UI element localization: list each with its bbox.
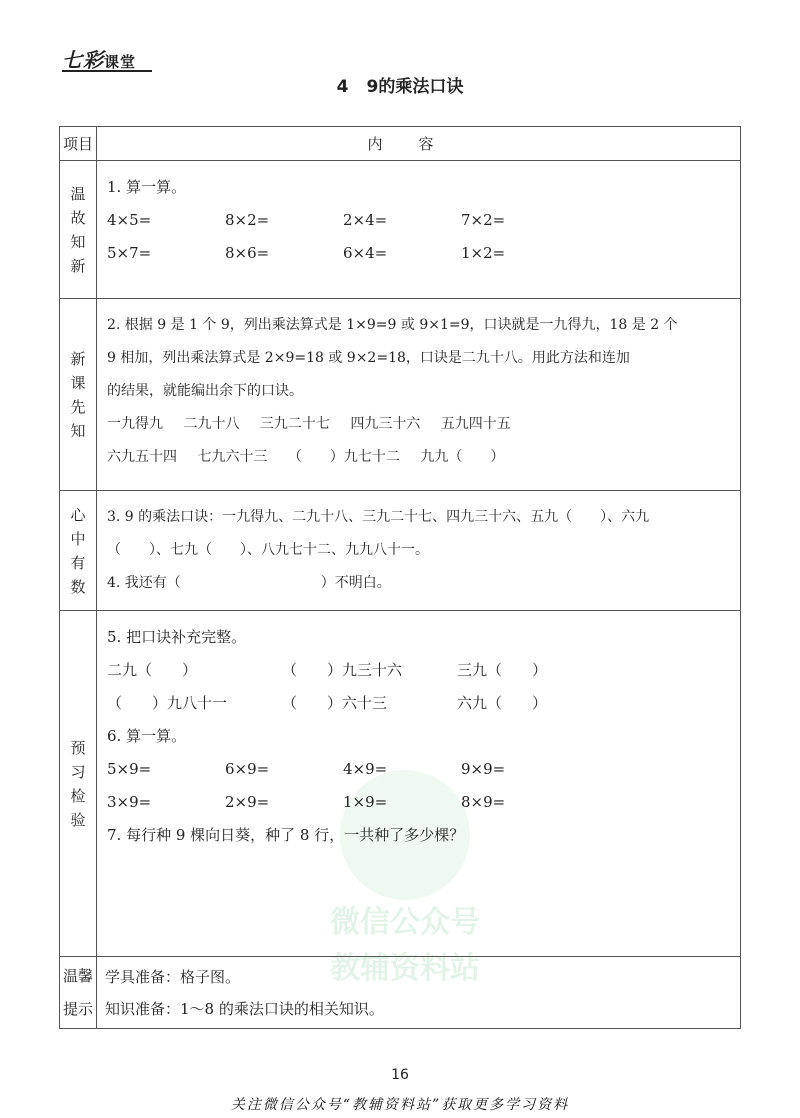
- q2-line3: 的结果，就能编出余下的口诀。: [107, 383, 303, 399]
- q5-title: 5. 把口诀补充完整。: [107, 628, 247, 646]
- mnemonic: 七九六十三: [197, 449, 268, 465]
- q1-item: 7×2=: [461, 211, 506, 229]
- q3-line1: 3. 9 的乘法口诀：一九得九、二九十八、三九二十七、四九三十六、五九（ ）、六九: [107, 509, 650, 525]
- q5-row2: [107, 687, 730, 720]
- lesson-title: 9的乘法口诀: [366, 77, 464, 97]
- q1-item: 2×4=: [343, 211, 388, 229]
- section-tips: [60, 957, 741, 1029]
- q6-item: 3×9=: [107, 793, 152, 811]
- lesson-number: 4: [336, 77, 349, 97]
- section-new: [60, 299, 741, 491]
- header-row: [60, 127, 741, 161]
- section-label-review: 温故知新: [60, 161, 97, 299]
- q1-item: 8×2=: [225, 211, 270, 229]
- section-mind: [60, 491, 741, 611]
- q5-item: 二九（ ）: [107, 661, 198, 679]
- tips-content: [97, 957, 741, 1029]
- section-label-mind: 心中有数: [60, 491, 97, 611]
- q6-row1: [107, 753, 730, 786]
- section-label-tips: [60, 957, 97, 1029]
- q2-line2: 9 相加，列出乘法算式是 2×9=18 或 9×2=18，口诀是二九十八。用此方法和连加: [107, 350, 630, 366]
- mnemonic-blank: 九九（ ）: [420, 449, 505, 465]
- section-label-new: 新课先知: [60, 299, 97, 491]
- q6-row2: [107, 786, 730, 819]
- new-content: [97, 299, 741, 491]
- q5-item: 三九（ ）: [457, 661, 548, 679]
- q6-item: 1×9=: [343, 793, 388, 811]
- q5-item: （ ）九八十一: [107, 694, 228, 712]
- q1-row2: [107, 237, 730, 270]
- q1-row1: [107, 204, 730, 237]
- worksheet-table: [59, 126, 741, 1029]
- tips-tool: 学具准备：格子图。: [105, 967, 241, 986]
- q3-line2: （ ）、七九（ ）、八九七十二、九九八十一。: [107, 542, 429, 558]
- page-title: [0, 72, 800, 97]
- mind-content: [97, 491, 741, 611]
- tips-knowledge: 知识准备：1～8 的乘法口诀的相关知识。: [105, 999, 384, 1018]
- mnemonic: 五九四十五: [440, 416, 511, 432]
- q6-item: 9×9=: [461, 760, 506, 778]
- mnemonic: 二九十八: [183, 416, 240, 432]
- mnemonic-row2: [107, 441, 730, 474]
- mnemonic-row1: [107, 408, 730, 441]
- q6-item: 8×9=: [461, 793, 506, 811]
- q1-item: 8×6=: [225, 244, 270, 262]
- section-preview: [60, 611, 741, 957]
- header-project: 项目: [60, 127, 97, 161]
- brand-main: 七彩: [62, 48, 104, 72]
- brand-sub: 课堂: [104, 53, 137, 71]
- section-label-preview: 预习检验: [60, 611, 97, 957]
- q2-line1: 2. 根据 9 是 1 个 9，列出乘法算式是 1×9=9 或 9×1=9，口诀就是一九得九，18 是 2 个: [107, 317, 678, 333]
- watermark-line2: 教辅资料站: [330, 951, 480, 986]
- mnemonic: 六九五十四: [107, 449, 177, 465]
- page-number: 16: [391, 1067, 409, 1083]
- mnemonic: 四九三十六: [350, 416, 421, 432]
- tips-label-bottom: 提示: [62, 1000, 93, 1018]
- preview-content: [97, 611, 741, 957]
- footer-note: 关注微信公众号“教辅资料站”获取更多学习资料: [230, 1097, 570, 1113]
- q7: 7. 每行种 9 棵向日葵，种了 8 行，一共种了多少棵？: [107, 826, 465, 844]
- q6-item: 5×9=: [107, 760, 152, 778]
- q1-item: 1×2=: [461, 244, 506, 262]
- q5-item: （ ）六十三: [282, 694, 388, 712]
- q1-item: 4×5=: [107, 211, 152, 229]
- q6-item: 2×9=: [225, 793, 270, 811]
- q6-item: 4×9=: [343, 760, 388, 778]
- brand-logo: [62, 44, 152, 72]
- q6-title: 6. 算一算。: [107, 727, 187, 745]
- q6-item: 6×9=: [225, 760, 270, 778]
- q5-item: （ ）九三十六: [282, 661, 403, 679]
- mnemonic: 三九二十七: [259, 416, 330, 432]
- q1-item: 5×7=: [107, 244, 152, 262]
- review-content: [97, 161, 741, 299]
- q1-item: 6×4=: [343, 244, 388, 262]
- header-content: 内容: [97, 127, 741, 161]
- watermark-line1: 微信公众号: [330, 905, 480, 940]
- q5-row1: [107, 654, 730, 687]
- tips-label-top: 温馨: [62, 967, 93, 985]
- section-review: [60, 161, 741, 299]
- q5-item: 六九（ ）: [457, 694, 548, 712]
- q1-title: 1. 算一算。: [107, 178, 187, 196]
- mnemonic: 一九得九: [107, 416, 163, 432]
- mnemonic-blank: （ ）九七十二: [287, 449, 400, 465]
- q4: 4. 我还有（ ）不明白。: [107, 575, 391, 591]
